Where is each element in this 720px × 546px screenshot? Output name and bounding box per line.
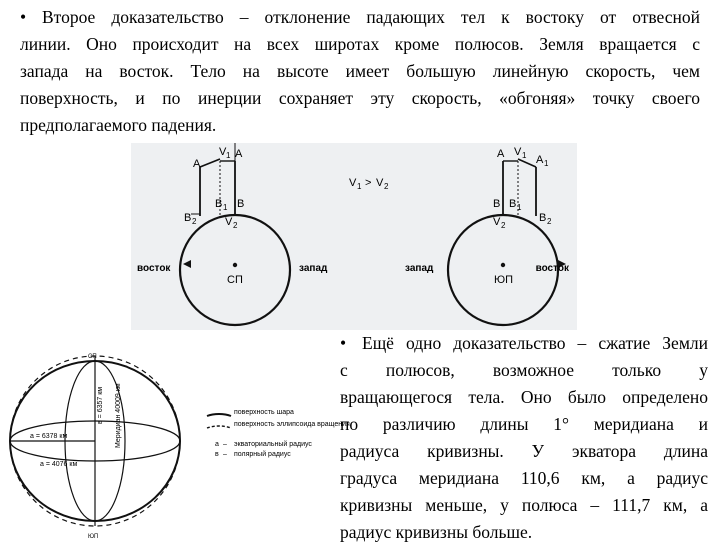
ellipsoid-diagram: [0, 352, 350, 540]
paragraph-line: запада на восток. Тело на высоте имеет большую линейную скорость, чем: [20, 61, 700, 81]
label-west-left: запад: [299, 263, 328, 274]
velocity-formula: [349, 177, 389, 191]
ellipsoid-figure: [10, 354, 180, 540]
legend-polar-text: полярный радиус: [234, 451, 291, 458]
paragraph-deflection: [20, 4, 700, 139]
label-north-pole: СП: [227, 274, 243, 286]
formula-v2: V: [376, 177, 384, 189]
diagram-background: [131, 143, 577, 330]
bullet: •: [20, 7, 27, 27]
label-v1-right: V: [514, 146, 522, 158]
legend-ellipsoid-text: поверхность эллипсоида вращения: [234, 421, 350, 428]
paragraph-line: вращающегося тела. Оно было определено: [340, 387, 708, 407]
legend-dash-b: –: [223, 451, 227, 458]
paragraph-line: градуса меридиана 110,6 км, а радиус: [340, 468, 708, 488]
pole-dot-north: [233, 263, 237, 267]
legend-sphere-text: поверхность шара: [234, 409, 294, 416]
ellipsoid-legend: [207, 409, 350, 458]
formula-v1-sub: 1: [357, 182, 362, 191]
label-b1-right: B: [509, 198, 517, 210]
label-a1-right: A: [536, 154, 544, 166]
legend-ellipsoid-key: [207, 426, 231, 428]
legend-equatorial-text: экваториальный радиус: [234, 441, 312, 448]
label-east-left: восток: [137, 263, 171, 274]
label-b1: B: [215, 198, 223, 210]
label-a1-right-sub: 1: [544, 159, 549, 168]
paragraph-flattening: [340, 330, 708, 546]
pole-dot-south: [501, 263, 505, 267]
label-v2-sub: 2: [233, 221, 238, 230]
paragraph-line: с полюсов, возможное только у: [340, 360, 708, 380]
legend-dash-a: –: [223, 441, 227, 448]
label-np: СП: [88, 354, 97, 360]
label-sp: ЮП: [88, 534, 99, 540]
label-b-right: B: [493, 198, 501, 210]
label-a-radius-2: а = 4076 км: [40, 461, 78, 468]
paragraph-line: линии. Оно происходит на всех широтах кроме полюсов. Земля вращается с: [20, 34, 700, 54]
label-b1-sub: 1: [223, 203, 228, 212]
legend-sphere-key: [207, 414, 231, 416]
formula-v2-sub: 2: [384, 182, 389, 191]
label-south-pole: ЮП: [494, 274, 514, 286]
label-b2-right-sub: 2: [547, 217, 552, 226]
paragraph-line: радиус кривизны больше.: [340, 522, 533, 542]
label-v1-right-sub: 1: [522, 151, 527, 160]
legend-key-b: в: [215, 451, 219, 458]
label-v2-right: V: [493, 216, 501, 228]
label-a-right: A: [497, 148, 505, 160]
label-b2: B: [184, 212, 192, 224]
label-a-radius: a = 6378 км: [30, 433, 68, 440]
label-east-right: восток: [535, 263, 569, 274]
paragraph-line: [20, 4, 700, 31]
paragraph-line: поверхность, и по инерции сохраняет эту скорость, «обгоняя» точку своего: [20, 88, 700, 108]
bullet: •: [340, 333, 347, 353]
label-b2-right: B: [539, 212, 547, 224]
paragraph-line: предполагаемого падения.: [20, 115, 217, 135]
label-v2-right-sub: 2: [501, 221, 506, 230]
formula-v1: V: [349, 177, 357, 189]
label-v1-sub: 1: [226, 151, 231, 160]
label-b1-right-sub: 1: [517, 203, 522, 212]
label-a: A: [235, 148, 243, 160]
formula-gt: >: [365, 177, 372, 189]
label-b: B: [237, 198, 245, 210]
line-text: Ещё одно доказательство – сжатие Земли: [362, 333, 708, 353]
label-v2: V: [225, 216, 233, 228]
label-v1: V: [219, 146, 227, 158]
line-text: Второе доказательство – отклонение падающих тел к востоку от отвесной: [42, 7, 700, 27]
label-a1: A: [193, 158, 201, 170]
paragraph-line: [340, 330, 708, 357]
legend-key-a: а: [215, 441, 219, 448]
deflection-diagram: [131, 143, 577, 330]
label-b2-sub: 2: [192, 217, 197, 226]
label-west-right: запад: [405, 263, 434, 274]
label-b-radius: в = 6357 км: [97, 386, 104, 424]
paragraph-line: радиуса кривизны. У экватора длина: [340, 441, 708, 461]
label-meridian: Меридиан 40009 км: [115, 383, 122, 448]
paragraph-line: по различию длины 1° меридиана и: [340, 414, 708, 434]
paragraph-line: кривизны меньше, у полюса – 111,7 км, а: [340, 495, 708, 515]
